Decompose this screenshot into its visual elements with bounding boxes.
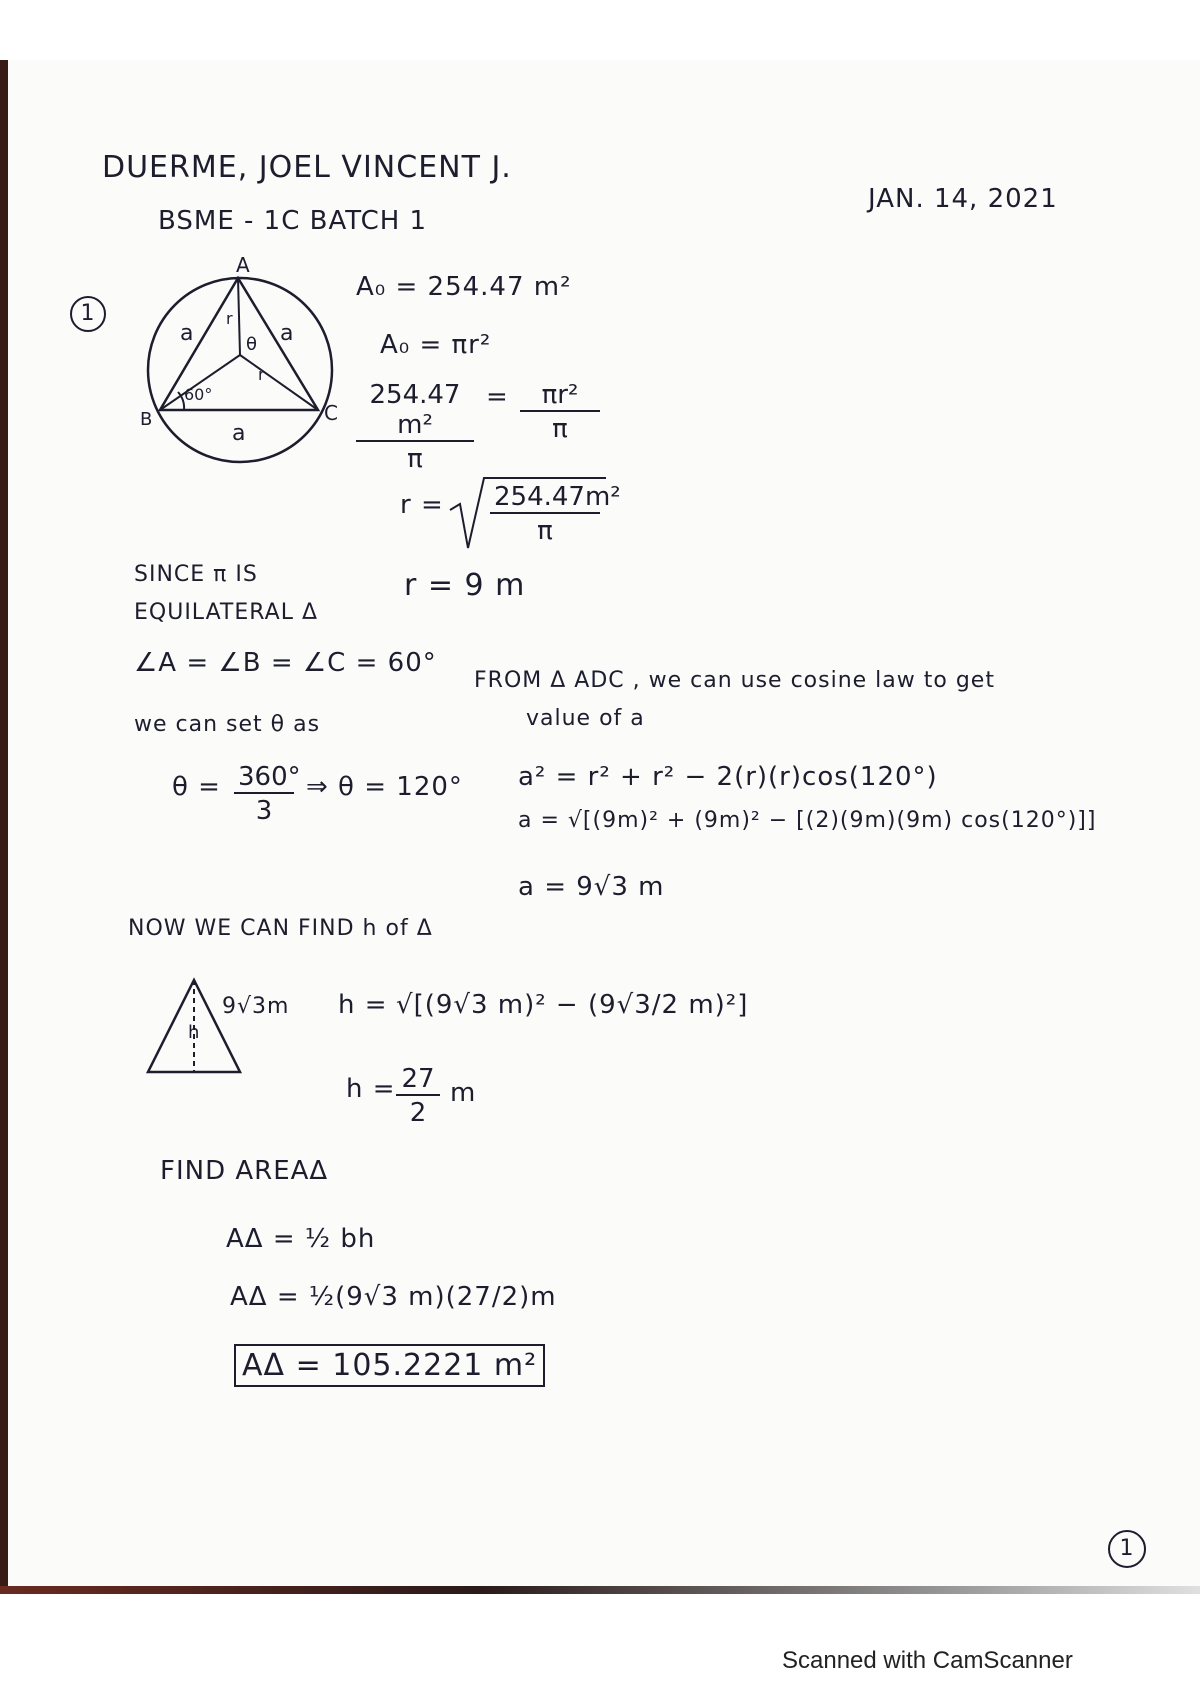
theta-fraction bbox=[234, 762, 301, 826]
eq-fraction-right bbox=[520, 380, 600, 444]
eq-den-left: π bbox=[407, 444, 423, 474]
problem-number: 1 bbox=[70, 296, 106, 332]
circle-area-formula: A₀ = πr² bbox=[380, 330, 492, 360]
vertex-b-label: B bbox=[140, 409, 153, 430]
student-name: DUERME, JOEL VINCENT J. bbox=[102, 150, 512, 185]
side-a-left-label: a bbox=[180, 321, 194, 346]
theta-den: 3 bbox=[255, 796, 273, 826]
eq-num-right: πr² bbox=[520, 380, 600, 412]
equal-angles: ∠A = ∠B = ∠C = 60° bbox=[134, 648, 437, 678]
area-formula: AΔ = ½ bh bbox=[226, 1224, 376, 1254]
h-result-unit: m bbox=[450, 1078, 477, 1108]
radius-result: r = 9 m bbox=[404, 568, 526, 603]
radius-label: r bbox=[226, 309, 233, 328]
cosine-law-intro-2: value of a bbox=[526, 706, 645, 731]
vertex-c-label: C bbox=[324, 401, 338, 425]
side-a-bottom-label: a bbox=[232, 421, 246, 446]
page-number: 1 bbox=[1108, 1530, 1146, 1568]
theta-result: ⇒ θ = 120° bbox=[306, 772, 463, 802]
theta-prefix: θ = bbox=[172, 772, 221, 802]
h-result-fraction bbox=[396, 1064, 440, 1128]
scan-edge-bottom bbox=[0, 1586, 1200, 1594]
small-triangle-diagram bbox=[144, 976, 244, 1076]
small-triangle-side-label: 9√3m bbox=[222, 994, 290, 1019]
h-eq-body: √[(9√3 m)² − (9√3/2 m)²] bbox=[396, 990, 749, 1020]
theta-label: θ bbox=[246, 334, 258, 355]
h-label: h bbox=[188, 1022, 200, 1043]
angle-60-label: 60° bbox=[184, 385, 213, 404]
find-area-intro: FIND AREAΔ bbox=[160, 1156, 329, 1186]
circle-area-given: A₀ = 254.47 m² bbox=[356, 272, 572, 302]
date: JAN. 14, 2021 bbox=[868, 184, 1058, 214]
course-batch: BSME - 1C BATCH 1 bbox=[158, 206, 428, 236]
area-substitution: AΔ = ½(9√3 m)(27/2)m bbox=[230, 1282, 557, 1312]
theta-num: 360° bbox=[234, 762, 294, 794]
eq-num-left: 254.47 m² bbox=[356, 380, 474, 442]
eq-fraction-left bbox=[356, 380, 474, 474]
let-theta: we can set θ as bbox=[134, 712, 321, 737]
r-sqrt-fraction bbox=[490, 482, 621, 546]
since-line-1: SINCE π IS bbox=[134, 562, 258, 587]
h-result-num: 27 bbox=[396, 1064, 440, 1096]
eq-den-right: π bbox=[552, 414, 568, 444]
h-result-den: 2 bbox=[409, 1098, 427, 1128]
r-prefix: r = bbox=[400, 490, 444, 520]
vertex-a-label: A bbox=[236, 253, 250, 277]
cosine-law-intro: FROM Δ ADC , we can use cosine law to get bbox=[474, 668, 995, 693]
r-sqrt-den: π bbox=[537, 516, 553, 546]
final-answer-box: AΔ = 105.2221 m² bbox=[234, 1344, 545, 1387]
scan-edge-left bbox=[0, 60, 8, 1588]
cosine-eq-2: a = √[(9m)² + (9m)² − [(2)(9m)(9m) cos(120°)]] bbox=[518, 808, 1097, 833]
side-a-right-label: a bbox=[280, 321, 294, 346]
radius-label-2: r bbox=[258, 365, 265, 384]
cosine-eq-1: a² = r² + r² − 2(r)(r)cos(120°) bbox=[518, 762, 938, 792]
cosine-result: a = 9√3 m bbox=[518, 872, 665, 902]
h-eq-prefix: h = bbox=[338, 990, 388, 1020]
r-sqrt-num: 254.47m² bbox=[490, 482, 600, 514]
since-line-2: EQUILATERAL Δ bbox=[134, 600, 318, 625]
height-intro: NOW WE CAN FIND h of Δ bbox=[128, 916, 433, 941]
camscanner-footer: Scanned with CamScanner bbox=[782, 1647, 1073, 1674]
equals-sign: = bbox=[486, 382, 509, 412]
h-result-prefix: h = bbox=[346, 1074, 396, 1104]
inscribed-triangle-diagram bbox=[140, 253, 340, 460]
